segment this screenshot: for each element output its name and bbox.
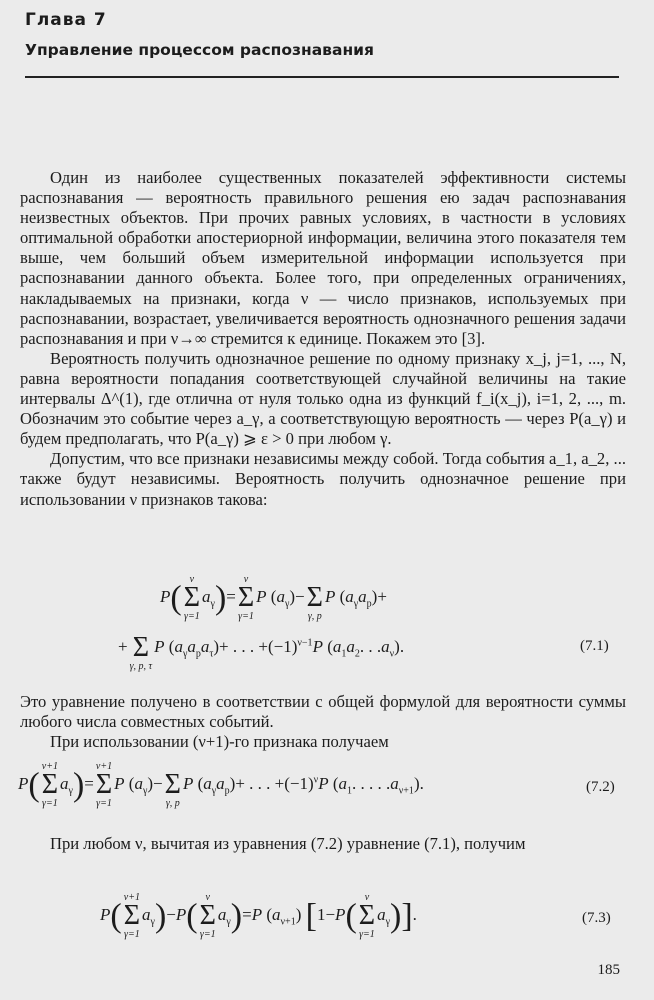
chapter-title: Управление процессом распознавания — [25, 41, 374, 59]
equation-7-2: P( ν+1 Σ γ=1 $a_\gamma)=$ ν+1 Σ γ=1 P $(a_\gamma)-$ Σ γ, p P $(a_\gamma a_p)+$ . . . $+(-1)^\nu P$ ($a_1$. . . . $.a_{\nu+1}$). — [18, 761, 424, 809]
header-rule — [25, 76, 619, 78]
text-block-2 — [20, 692, 626, 752]
paragraph-2: Вероятность получить однозначное решение по одному признаку x_j, j=1, ..., N, равна вероятности попадания соответствующей случайной величины на такие интервалы Δ^(1), где отлична от нуля только одна из функций f_i(x_j), i=1, 2, ..., m. Обозначим это событие через a_γ, а соответствующую вероятность — через P(a_γ) и будем предполагать, что P(a_γ) ⩾ ε > 0 при любом γ. — [20, 348, 626, 449]
paragraph-1: Один из наиболее существенных показателей эффективности системы распознавания — вероятность правильного решения ею задач распознавания неизвестных объектов. При прочих равных условиях, в частности в условиях оптимальной обработки апостериорной информации, величина этого показателя тем выше, чем больший объем измерительной информации используется при распознавании данного объекта. Более того, при определенных ограничениях, накладываемых на признаки, когда ν — число признаков, используемых при распознавании, возрастает, увеличивается вероятность однозначного решения задачи распознавания и при ν→∞ стремится к единице. Покажем это [3]. — [20, 168, 626, 348]
page-number: 185 — [597, 962, 620, 978]
equation-number-7-2: (7.2) — [586, 779, 615, 795]
equation-7-3: P( ν+1 Σ γ=1 $a_\gamma)-P$( ν Σ γ=1 $a_\gamma)=P$ $(a_{\nu+1})$ [1−P( ν Σ γ=1 $a_\gamma$)]. — [100, 892, 417, 940]
equation-number-7-1: (7.1) — [580, 638, 609, 654]
equation-7-1-line-1: P( ν Σ γ=1 $a_\gamma)=$ ν Σ γ=1 P $(a_\gamma)-$ Σ γ, p P $(a_\gamma a_p)+$ — [160, 574, 387, 622]
paragraph-4: Это уравнение получено в соответствии с общей формулой для вероятности суммы любого числа совместных событий. — [20, 692, 626, 732]
paragraph-5: При использовании (ν+1)-го признака получаем — [50, 732, 389, 752]
paragraph-6: При любом ν, вычитая из уравнения (7.2) уравнение (7.1), получим — [50, 834, 526, 853]
text-block-1 — [20, 168, 626, 510]
equation-7-1-line-2: + Σ γ, p, τ P $(a_\gamma a_pa_\tau)+$ . . . $+(-1)^{\nu-1}P$ ($a_1a_2$. . $.a_\nu$). — [118, 632, 405, 672]
paragraph-3: Допустим, что все признаки независимы между собой. Тогда события a_1, a_2, ... также будут независимы. Вероятность получить однозначное решение при использовании ν признаков такова: — [20, 449, 626, 509]
text-block-3 — [20, 834, 626, 854]
chapter-label: Глава 7 — [25, 10, 107, 30]
equation-number-7-3: (7.3) — [582, 910, 611, 926]
